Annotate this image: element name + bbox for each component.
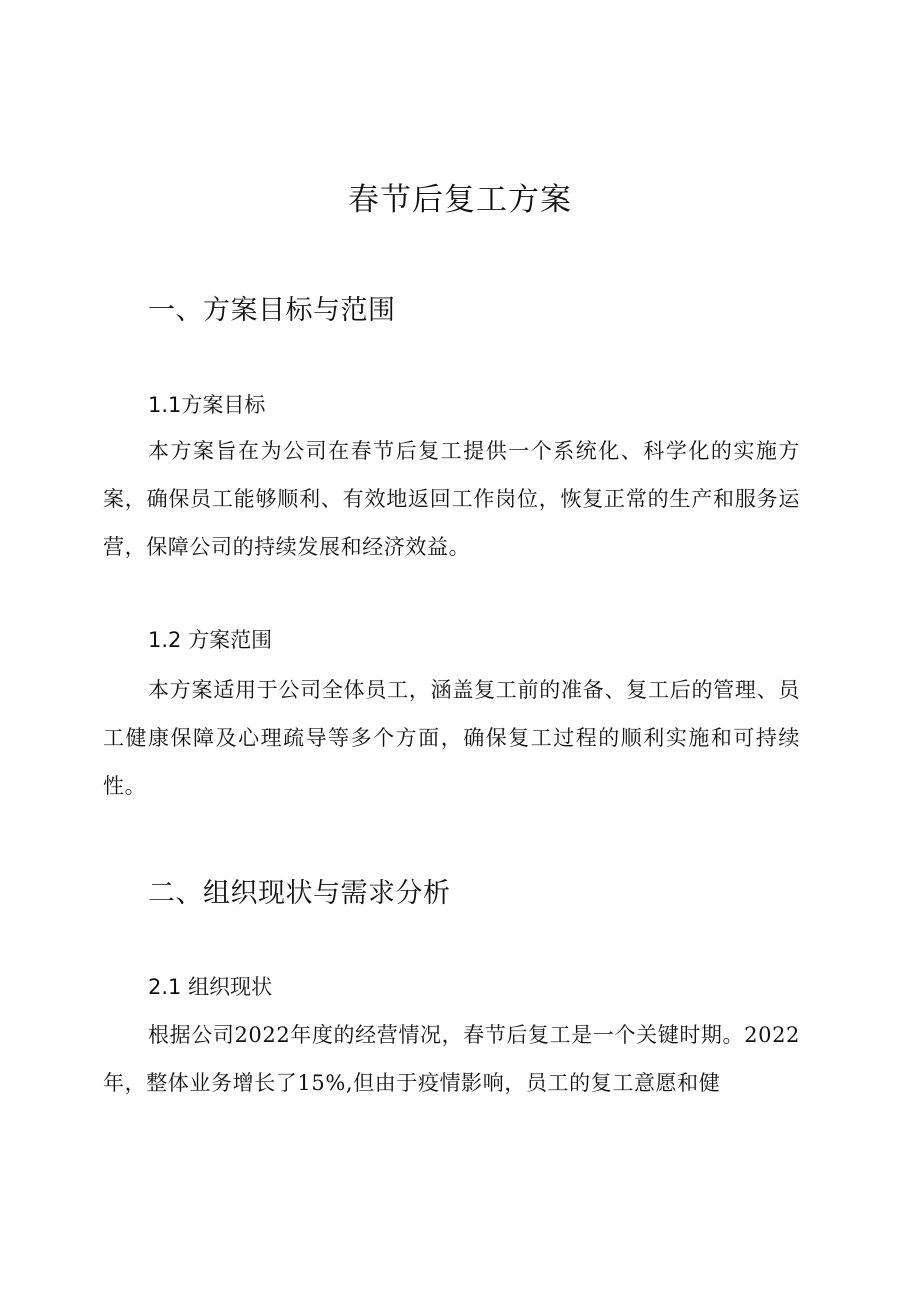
paragraph-1-1: 本方案旨在为公司在春节后复工提供一个系统化、科学化的实施方案，确保员工能够顺利、有效地返回工作岗位，恢复正常的生产和服务运营，保障公司的持续发展和经济效益。 xyxy=(103,439,800,559)
document-title: 春节后复工方案 xyxy=(348,182,572,218)
paragraph-1-2: 本方案适用于公司全体员工，涵盖复工前的准备、复工后的管理、员工健康保障及心理疏导等多个方面，确保复工过程的顺利实施和可持续性。 xyxy=(103,678,800,798)
subsection-heading-1-2: 1.2 方案范围 xyxy=(148,628,273,652)
section-heading-2: 二、组织现状与需求分析 xyxy=(148,878,451,909)
subsection-heading-1-1: 1.1方案目标 xyxy=(148,393,266,417)
subsection-heading-2-1: 2.1 组织现状 xyxy=(148,975,273,999)
section-heading-1: 一、方案目标与范围 xyxy=(148,295,396,326)
paragraph-2-1: 根据公司2022年度的经营情况，春节后复工是一个关键时期。2022年，整体业务增长了15%,但由于疫情影响，员工的复工意愿和健 xyxy=(103,1023,800,1095)
